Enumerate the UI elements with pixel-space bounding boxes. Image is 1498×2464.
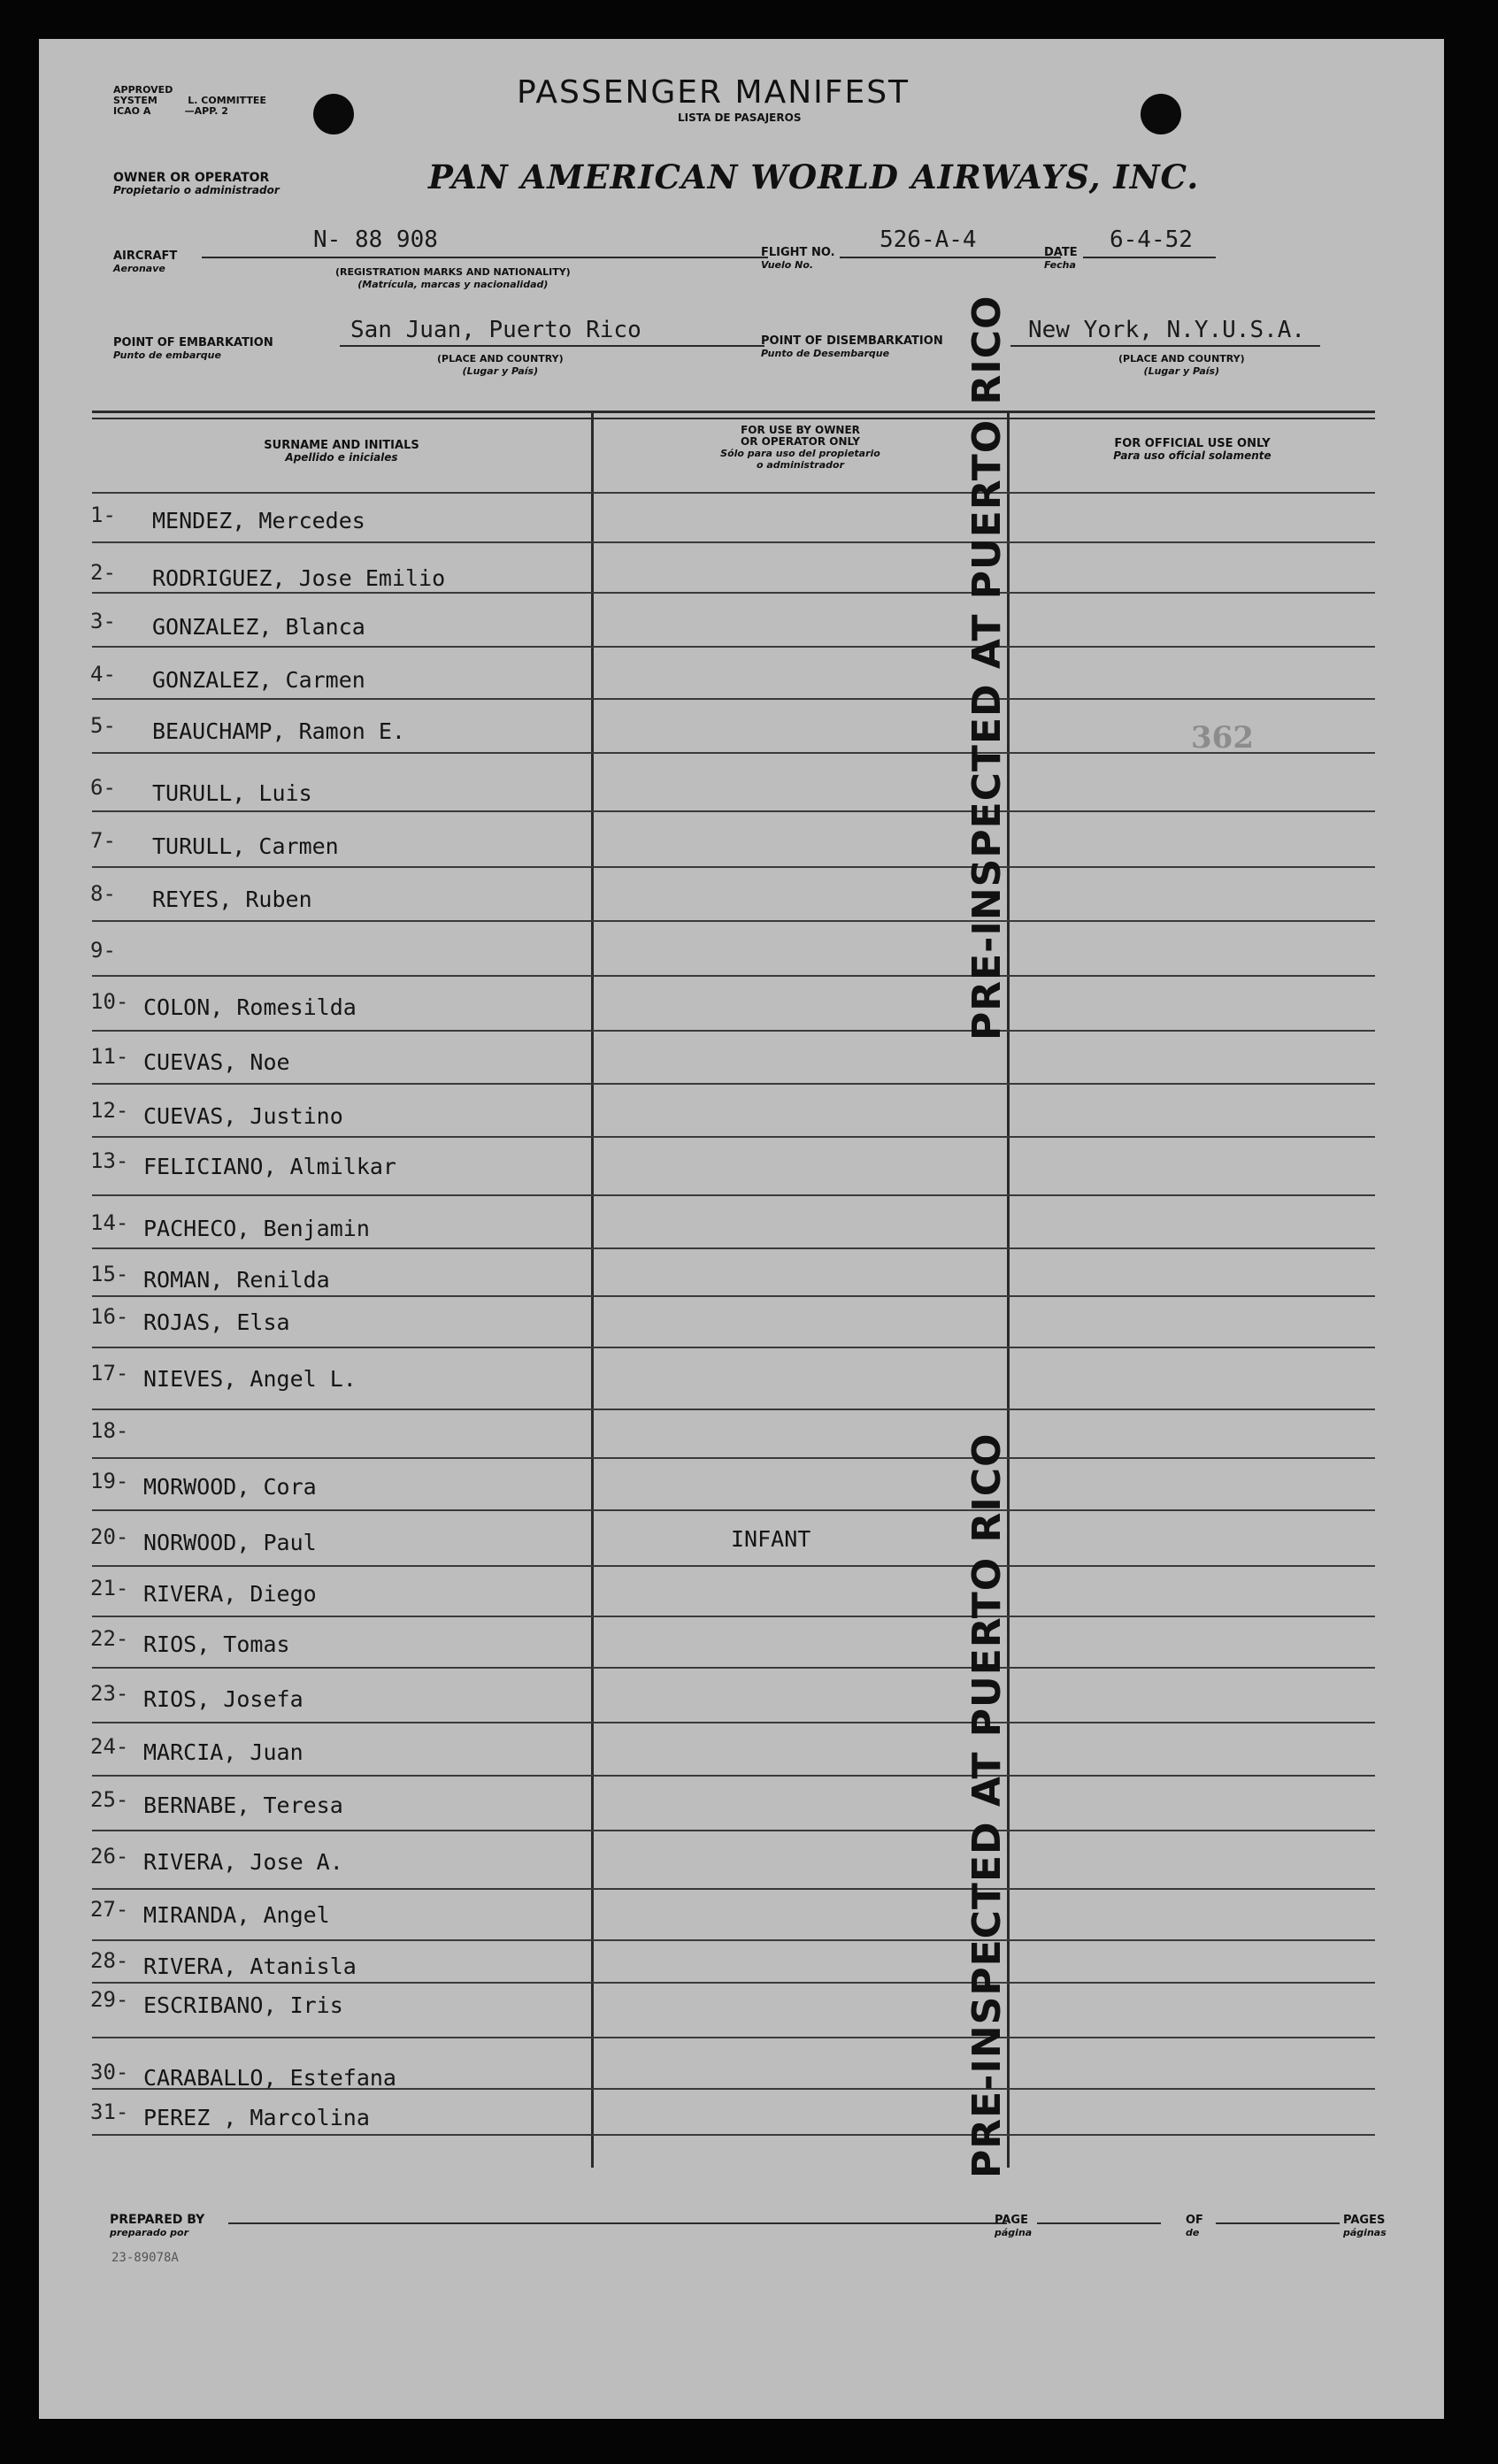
passenger-name: MIRANDA, Angel [143,1902,330,1928]
passenger-name: RIVERA, Diego [143,1581,317,1607]
row-rule [92,1194,1375,1196]
row-rule [92,1347,1375,1348]
embarkation-sublabel: (PLACE AND COUNTRY) (Lugar y País) [437,353,564,377]
passenger-name: RIOS, Tomas [143,1631,290,1657]
row-rule [92,1409,1375,1410]
row-rule [92,2134,1375,2136]
row-number: 31- [90,2099,129,2124]
row-number: 2- [90,560,116,585]
passenger-name: MENDEZ, Mercedes [152,508,365,533]
punch-hole-right [1141,94,1181,134]
row-rule [92,592,1375,594]
row-rule [92,2037,1375,2038]
row-rule [92,752,1375,754]
passenger-name: PEREZ , Marcolina [143,2105,370,2130]
aircraft-label: AIRCRAFT Aeronave [113,249,178,274]
passenger-name: GONZALEZ, Carmen [152,667,365,693]
page-title: PASSENGER MANIFEST [517,74,910,111]
passenger-name: NORWOOD, Paul [143,1530,317,1555]
row-number: 28- [90,1948,129,1973]
page-subtitle: LISTA DE PASAJEROS [678,111,802,124]
disembarkation-label: POINT OF DISEMBARKATION Punto de Desembarque [761,334,943,359]
row-number: 24- [90,1734,129,1759]
passenger-name: MORWOOD, Cora [143,1474,317,1500]
row-number: 1- [90,503,116,527]
row-rule [92,1030,1375,1032]
row-number: 20- [90,1524,129,1549]
passenger-name: CUEVAS, Noe [143,1049,290,1075]
row-rule [92,1616,1375,1617]
row-number: 7- [90,828,116,853]
row-number: 6- [90,775,116,800]
passenger-name: ROMAN, Renilda [143,1267,330,1293]
row-number: 12- [90,1098,129,1123]
embarkation-value: San Juan, Puerto Rico [350,317,641,343]
passenger-name: CARABALLO, Estefana [143,2065,396,2091]
row-number: 18- [90,1418,129,1443]
disembarkation-sublabel: (PLACE AND COUNTRY) (Lugar y País) [1118,353,1245,377]
row-number: 13- [90,1148,129,1173]
row-rule [92,866,1375,868]
passenger-name: RIVERA, Jose A. [143,1849,343,1875]
passenger-name: TURULL, Carmen [152,833,339,859]
passenger-name: BEAUCHAMP, Ramon E. [152,718,405,744]
row-rule [92,698,1375,700]
row-number: 19- [90,1469,129,1493]
row-number: 15- [90,1262,129,1286]
flight-label: FLIGHT NO. Vuelo No. [761,246,835,271]
passenger-name: FELICIANO, Almilkar [143,1154,396,1179]
column-header-official-use: FOR OFFICIAL USE ONLY Para uso oficial solamente [1113,437,1271,462]
passenger-name: BERNABE, Teresa [143,1792,343,1818]
row-number: 8- [90,881,116,906]
official-number: 362 [1191,720,1254,756]
row-rule [92,1247,1375,1249]
row-rule [92,1722,1375,1723]
row-number: 4- [90,662,116,687]
passenger-name: CUEVAS, Justino [143,1103,343,1129]
passenger-name: COLON, Romesilda [143,994,357,1020]
row-number: 10- [90,989,129,1014]
passenger-name: GONZALEZ, Blanca [152,614,365,640]
approval-block: APPROVED SYSTEM L. COMMITTEE ICAO A —APP. 2 [113,84,266,117]
pages-label: PAGES páginas [1343,2214,1387,2238]
row-rule [92,1295,1375,1297]
passenger-name: PACHECO, Benjamin [143,1216,370,1241]
aircraft-sublabel: (REGISTRATION MARKS AND NATIONALITY) (Matrícula, marcas y nacionalidad) [335,266,571,290]
column-divider-1 [591,413,594,2168]
aircraft-value: N- 88 908 [313,226,438,253]
row-rule [92,810,1375,812]
row-rule [92,1830,1375,1831]
date-label: DATE Fecha [1044,246,1078,271]
row-number: 14- [90,1210,129,1235]
row-number: 22- [90,1626,129,1651]
date-value: 6-4-52 [1110,226,1193,253]
row-number: 27- [90,1897,129,1922]
prepared-by-line [228,2222,1007,2224]
row-rule [92,1509,1375,1511]
inspection-stamp-lower: PRE-INSPECTED AT PUERTO RICO [964,1432,1010,2178]
owner-label: OWNER OR OPERATOR Propietario o administrador [113,171,280,196]
flight-value: 526-A-4 [880,226,977,253]
row-rule [92,1667,1375,1669]
inspection-stamp-upper: PRE-INSPECTED AT PUERTO RICO [964,295,1010,1040]
row-rule [92,1565,1375,1567]
passenger-name: MARCIA, Juan [143,1739,303,1765]
passenger-name: ESCRIBANO, Iris [143,1992,343,2018]
column-header-surname: SURNAME AND INITIALS Apellido e iniciales [264,439,419,464]
disembarkation-value: New York, N.Y.U.S.A. [1028,317,1306,343]
row-rule [92,920,1375,922]
row-number: 29- [90,1987,129,2012]
row-rule [92,1939,1375,1941]
row-rule [92,1775,1375,1777]
prepared-by-label: PREPARED BY preparado por [110,2213,205,2238]
row-number: 25- [90,1787,129,1812]
row-rule [92,646,1375,648]
table-top-border [92,411,1375,413]
row-rule [92,1982,1375,1984]
row-rule [92,541,1375,543]
row-number: 30- [90,2060,129,2084]
passenger-name: NIEVES, Angel L. [143,1366,357,1392]
punch-hole-left [313,94,354,134]
row-rule [92,1083,1375,1085]
passenger-note: INFANT [731,1526,811,1552]
of-label: OF de [1186,2214,1203,2238]
row-number: 11- [90,1044,129,1069]
row-number: 26- [90,1844,129,1869]
passenger-name: RODRIGUEZ, Jose Emilio [152,565,446,591]
row-rule [92,975,1375,977]
passenger-name: RIVERA, Atanisla [143,1954,357,1979]
row-number: 5- [90,713,116,738]
row-number: 16- [90,1304,129,1329]
row-number: 21- [90,1576,129,1600]
row-rule [92,1136,1375,1138]
passenger-name: REYES, Ruben [152,887,312,912]
row-rule [92,1888,1375,1890]
row-number: 23- [90,1681,129,1706]
row-number: 9- [90,938,116,963]
column-header-owner-use: FOR USE BY OWNER OR OPERATOR ONLY Sólo para uso del propietario o administrador [720,424,880,471]
manifest-sheet [39,39,1444,2419]
owner-value: PAN AMERICAN WORLD AIRWAYS, INC. [428,157,1200,196]
row-rule [92,492,1375,494]
passenger-name: ROJAS, Elsa [143,1309,290,1335]
passenger-name: TURULL, Luis [152,780,312,806]
embarkation-label: POINT OF EMBARKATION Punto de embarque [113,336,273,361]
row-number: 17- [90,1361,129,1386]
row-number: 3- [90,609,116,633]
page-label: PAGE página [995,2214,1033,2238]
form-code: 23-89078A [111,2251,179,2265]
passenger-name: RIOS, Josefa [143,1686,303,1712]
row-rule [92,1457,1375,1459]
